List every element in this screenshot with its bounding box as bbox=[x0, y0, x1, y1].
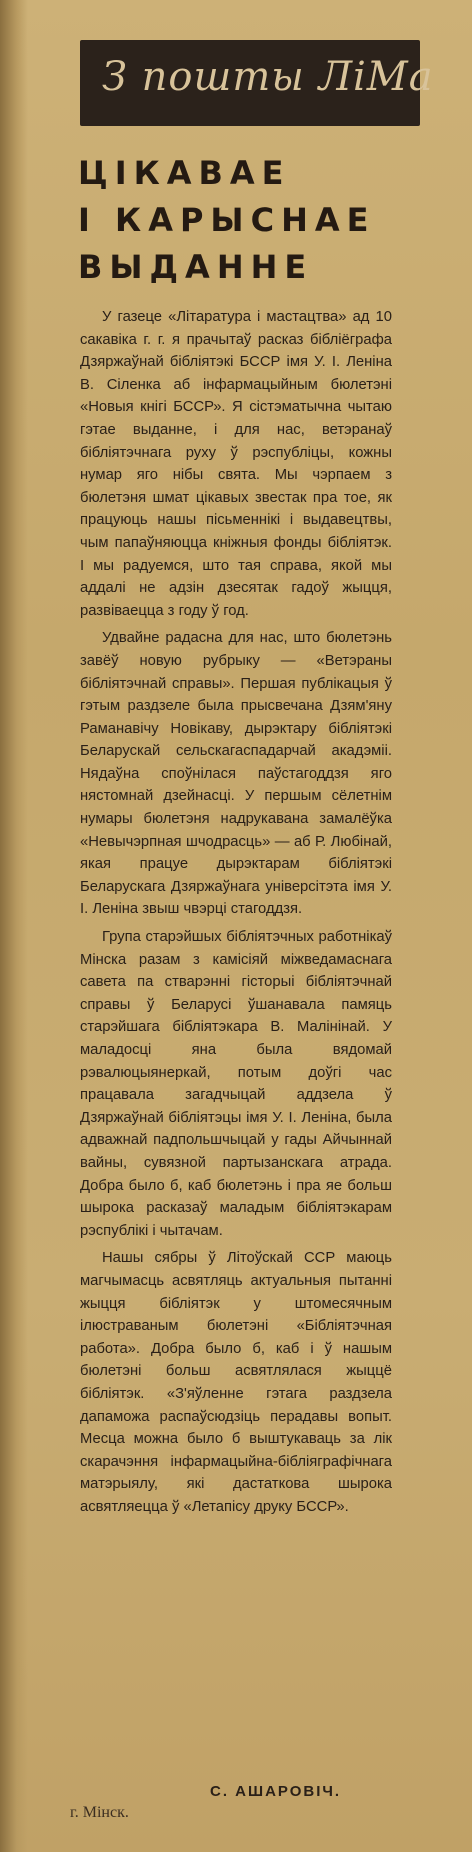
article-body bbox=[80, 306, 392, 1518]
rubric-banner bbox=[80, 40, 434, 126]
author-signature: С. АШАРОВІЧ. bbox=[210, 1783, 342, 1800]
headline-line-2: І КАРЫСНАЕ bbox=[78, 201, 376, 239]
rubric-title: З пошты ЛіМа bbox=[102, 54, 434, 100]
dateline-place: г. Мінск. bbox=[70, 1804, 129, 1821]
article-paragraph-2: Удвайне радасна для нас, што бюлетэнь завёў новую рубрыку — «Ветэраны бібліятэчнай справы». Першая публікацыя ў гэтым раздзеле была прысвечана Дзям'яну Раманавічу Новікаву, дырэктару бібліятэкі Беларускай сельскагаспадарчай акадэміі. Нядаўна споўнілася паўстагоддзя яго нястомнай дзейнасці. У першым сёлетнім нумары бюлетэня надрукавана замалёўка «Невычэрпная шчодрасць» — аб Р. Любінай, якая працуе дырэктарам бібліятэкі Беларускага Дзяржаўнага універсітэта імя У. І. Леніна звыш чвэрці стагоддзя. bbox=[80, 630, 392, 918]
headline-line-1: ЦІКАВАЕ bbox=[78, 154, 291, 192]
headline-line-3: ВЫДАННЕ bbox=[78, 248, 314, 286]
article-paragraph-3: Група старэйшых бібліятэчных работнікаў Мінска разам з камісіяй міжведамаснага савета па стварэнні гісторыі бібліятэчнай справы ў Беларусі ўшанавала памяць старэйшага бібліятэкара В. Малінінай. У маладосці яна была вядомай рэвалюцыянеркай, потым доўгі час працавала загадчыцай аддзела ў Дзяржаўнай бібліятэцы імя У. І. Леніна, была адважнай падпольшчыцай у гады Айчыннай вайны, сувязной партызанскага атрада. Добра было б, каб бюлетэнь і пра яе больш шырока расказаў маладым бібліятэкарам рэспублікі і чытачам. bbox=[80, 929, 392, 1239]
article-paragraph-4: Нашы сябры ў Літоўскай ССР маюць магчымасць асвятляць актуальныя пытанні жыцця бібліятэк у штомесячным ілюстраваным бюлетэні «Бібліятэчная работа». Добра было б, каб і ў нашым бюлетэні больш асвятлялася жыццё бібліятэк. «З'яўленне гэтага раздзела дапаможа распаўсюдзіць перадавы вопыт. Месца можна было б выштукаваць за лік скарачэння інфармацыйна-бібліяграфічнага матэрыялу, які дастаткова шырока асвятляецца ў «Летапісу друку БССР». bbox=[80, 1250, 392, 1515]
article-paragraph-1: У газеце «Літаратура і мастацтва» ад 10 сакавіка г. г. я прачытаў расказ бібліёграфа Дзяржаўнай бібліятэкі БССР імя У. І. Леніна В. Сіленка аб інфармацыйным бюлетэні «Новыя кнігі БССР». Я сістэматычна чытаю гэтае выданне, і для нас, ветэранаў бібліятэчнага руху ў рэспубліцы, кожны нумар яго нібы свята. Мы чэрпаем з бюлетэня шмат цікавых звестак пра тое, як працуюць нашы пісьменнікі і выдавецтвы, чым папаўняюцца кніжныя фонды бібліятэк. І мы радуемся, што тая справа, якой мы аддалі не адзін дзесятак гадоў жыцця, развіваецца з году ў год. bbox=[80, 309, 392, 619]
page-edge-shadow bbox=[0, 0, 28, 1852]
article-headline bbox=[78, 150, 418, 291]
